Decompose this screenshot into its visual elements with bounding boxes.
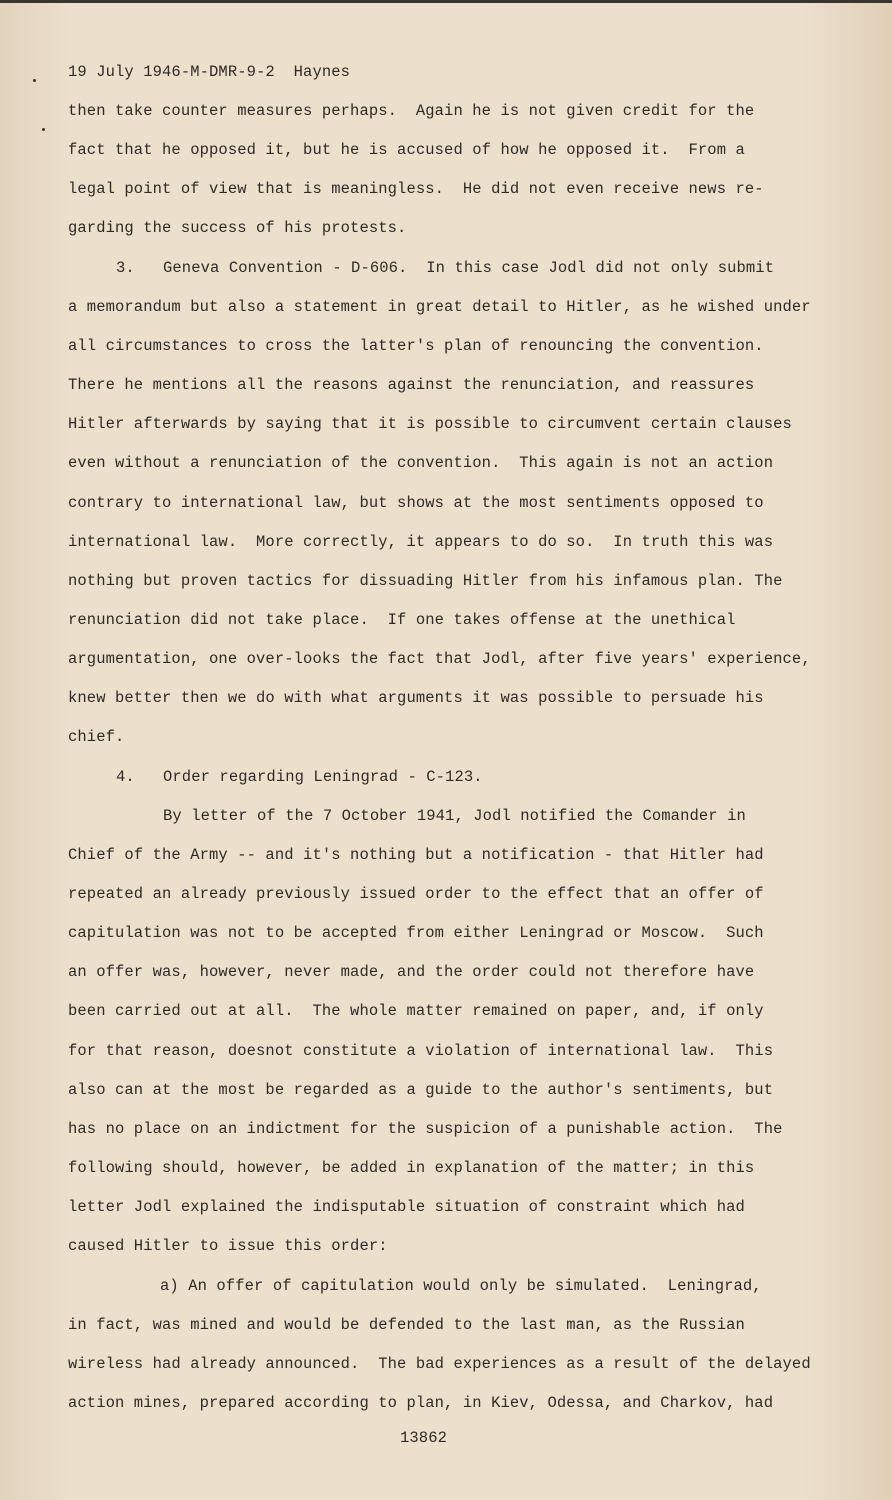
text-line: contrary to international law, but shows at the most sentiments opposed to	[68, 493, 764, 512]
text-line: 4. Order regarding Leningrad - C-123.	[116, 767, 483, 786]
text-line: also can at the most be regarded as a guide to the author's sentiments, but	[68, 1080, 774, 1099]
text-line: has no place on an indictment for the suspicion of a punishable action. The	[68, 1119, 783, 1138]
text-line: Hitler afterwards by saying that it is possible to circumvent certain clauses	[68, 415, 792, 434]
margin-mark	[33, 79, 36, 82]
text-line: even without a renunciation of the convention. This again is not an action	[68, 454, 774, 473]
page-edge	[0, 0, 892, 3]
text-line: fact that he opposed it, but he is accused of how he opposed it. From a	[68, 141, 745, 160]
text-line: Chief of the Army -- and it's nothing but a notification - that Hitler had	[68, 845, 764, 864]
text-line: letter Jodl explained the indisputable situation of constraint which had	[68, 1198, 745, 1217]
text-line: renunciation did not take place. If one takes offense at the unethical	[68, 610, 736, 629]
text-line: a) An offer of capitulation would only be simulated. Leningrad,	[160, 1276, 762, 1295]
text-line: There he mentions all the reasons against the renunciation, and reassures	[68, 376, 755, 395]
text-line: wireless had already announced. The bad experiences as a result of the delayed	[68, 1354, 811, 1373]
text-line: caused Hitler to issue this order:	[68, 1237, 388, 1256]
text-line: capitulation was not to be accepted from either Leningrad or Moscow. Such	[68, 924, 764, 943]
text-line: chief.	[68, 728, 125, 747]
text-line: repeated an already previously issued order to the effect that an offer of	[68, 885, 764, 903]
document-header: 19 July 1946-M-DMR-9-2 Haynes	[68, 63, 351, 81]
text-line: in fact, was mined and would be defended to the last man, as the Russian	[68, 1315, 745, 1334]
text-line: nothing but proven tactics for dissuading Hitler from his infamous plan. The	[68, 571, 783, 590]
text-line: By letter of the 7 October 1941, Jodl notified the Comander in	[163, 806, 746, 825]
text-line: then take counter measures perhaps. Again he is not given credit for the	[68, 102, 755, 120]
text-line: action mines, prepared according to plan, in Kiev, Odessa, and Charkov, had	[68, 1393, 774, 1412]
margin-mark	[42, 128, 45, 131]
text-line: an offer was, however, never made, and the order could not therefore have	[68, 963, 755, 982]
text-line: argumentation, one over-looks the fact that Jodl, after five years' experience,	[68, 650, 811, 669]
text-line: following should, however, be added in explanation of the matter; in this	[68, 1159, 755, 1178]
text-line: all circumstances to cross the latter's plan of renouncing the convention.	[68, 336, 764, 355]
text-line: for that reason, doesnot constitute a violation of international law. This	[68, 1041, 774, 1060]
text-line: garding the success of his protests.	[68, 219, 407, 238]
text-line: knew better then we do with what arguments it was possible to persuade his	[68, 689, 764, 708]
page-number: 13862	[400, 1429, 448, 1447]
text-line: a memorandum but also a statement in great detail to Hitler, as he wished under	[68, 297, 811, 316]
text-line: been carried out at all. The whole matter remained on paper, and, if only	[68, 1002, 764, 1021]
text-line: legal point of view that is meaningless. He did not even receive news re-	[68, 180, 764, 199]
text-line: international law. More correctly, it appears to do so. In truth this was	[68, 532, 774, 551]
text-line: 3. Geneva Convention - D-606. In this case Jodl did not only submit	[116, 258, 775, 277]
